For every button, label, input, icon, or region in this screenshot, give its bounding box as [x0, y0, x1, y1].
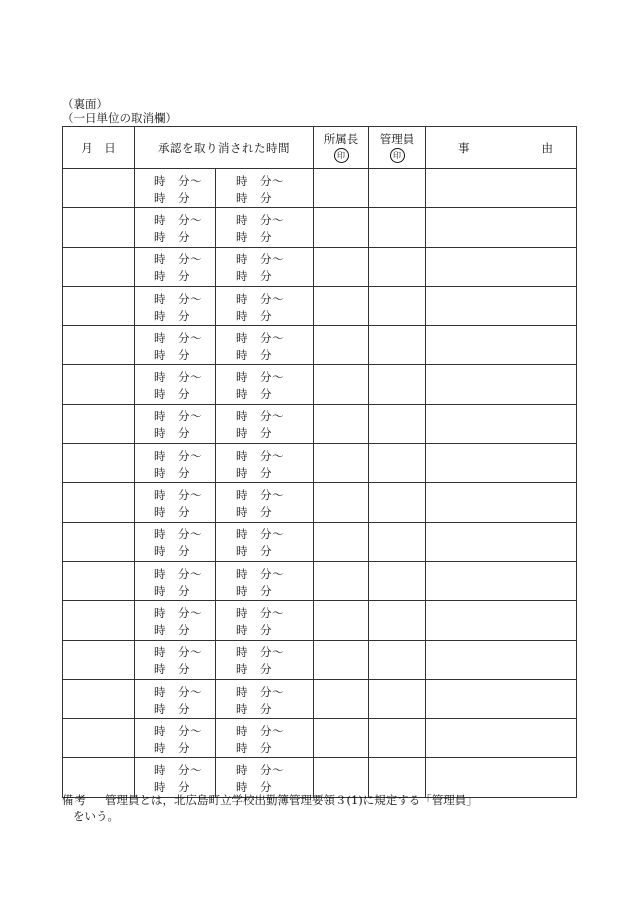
time-template-text: 時 分～: [154, 645, 202, 660]
manager-seal-cell[interactable]: [369, 719, 426, 758]
date-cell[interactable]: [63, 640, 135, 679]
reason-cell[interactable]: [426, 444, 577, 483]
reason-cell[interactable]: [426, 169, 577, 208]
table-row: [63, 404, 577, 443]
time-cell[interactable]: [135, 169, 314, 208]
time-template-text: 時 分～: [236, 291, 284, 306]
time-template-text: 時 分: [154, 347, 190, 362]
head-of-office-seal-cell[interactable]: [314, 365, 369, 404]
date-cell[interactable]: [63, 247, 135, 286]
head-of-office-seal-cell[interactable]: [314, 719, 369, 758]
head-of-office-seal-cell[interactable]: [314, 522, 369, 561]
remarks-line-1: 管理員とは，北広島町立学校出勤簿管理要領３(1)に規定する「管理員」: [105, 793, 478, 807]
manager-seal-cell[interactable]: [369, 404, 426, 443]
time-template-text: 時 分: [154, 229, 190, 244]
time-template-text: 時 分～: [154, 763, 202, 778]
time-template-text: 時 分: [236, 701, 272, 716]
time-template-text: 時 分～: [236, 527, 284, 542]
time-template-text: 時 分～: [154, 252, 202, 267]
reason-cell[interactable]: [426, 601, 577, 640]
time-template-text: 時 分: [236, 662, 272, 677]
time-template-text: 時 分: [154, 740, 190, 755]
header-month-day: 月 日: [63, 127, 135, 169]
reason-label-a: 事: [458, 140, 470, 155]
head-of-office-seal-cell[interactable]: [314, 561, 369, 600]
reason-cell[interactable]: [426, 561, 577, 600]
seal-icon: 印: [334, 148, 349, 163]
time-template-text: 時 分: [236, 229, 272, 244]
time-template-text: 時 分: [154, 426, 190, 441]
table-row: [63, 679, 577, 718]
time-cell[interactable]: [135, 483, 314, 522]
time-divider: [215, 523, 216, 561]
time-template-text: 時 分: [236, 347, 272, 362]
time-template-text: 時 分～: [154, 330, 202, 345]
section-label: （一日単位の取消欄）: [62, 111, 177, 125]
time-template-text: 時 分～: [236, 252, 284, 267]
table-row: [63, 561, 577, 600]
time-template-text: 時 分: [154, 190, 190, 205]
manager-seal-cell[interactable]: [369, 679, 426, 718]
time-template-text: 時 分～: [236, 330, 284, 345]
head-of-office-seal-cell[interactable]: [314, 679, 369, 718]
time-template-text: 時 分～: [154, 448, 202, 463]
time-cell[interactable]: [135, 404, 314, 443]
date-cell[interactable]: [63, 286, 135, 325]
time-template-text: 時 分: [154, 583, 190, 598]
time-template-text: 時 分: [236, 544, 272, 559]
date-cell[interactable]: [63, 326, 135, 365]
time-template-text: 時 分: [154, 622, 190, 637]
time-divider: [215, 719, 216, 757]
head-of-office-seal-cell[interactable]: [314, 169, 369, 208]
manager-label: 管理員: [379, 132, 415, 146]
header-cancelled-time: 承認を取り消された時間: [135, 127, 314, 169]
header-reason: [426, 127, 577, 169]
head-of-office-seal-cell[interactable]: [314, 444, 369, 483]
manager-seal-cell[interactable]: [369, 286, 426, 325]
manager-seal-cell[interactable]: [369, 561, 426, 600]
reason-cell[interactable]: [426, 679, 577, 718]
manager-seal-cell[interactable]: [369, 444, 426, 483]
reason-cell[interactable]: [426, 404, 577, 443]
time-divider: [215, 758, 216, 796]
reason-cell[interactable]: [426, 640, 577, 679]
time-template-text: 時 分: [236, 622, 272, 637]
time-template-text: 時 分～: [236, 448, 284, 463]
manager-seal-cell[interactable]: [369, 601, 426, 640]
time-cell[interactable]: [135, 601, 314, 640]
table-row: [63, 208, 577, 247]
reason-cell[interactable]: [426, 365, 577, 404]
date-cell[interactable]: [63, 483, 135, 522]
head-of-office-seal-cell[interactable]: [314, 483, 369, 522]
cancellation-table: [62, 126, 577, 798]
time-cell[interactable]: [135, 640, 314, 679]
manager-seal-cell[interactable]: [369, 483, 426, 522]
date-cell[interactable]: [63, 601, 135, 640]
head-of-office-seal-cell[interactable]: [314, 640, 369, 679]
header-manager: [369, 127, 426, 169]
time-cell[interactable]: [135, 444, 314, 483]
time-template-text: 時 分: [154, 701, 190, 716]
date-cell[interactable]: [63, 679, 135, 718]
time-template-text: 時 分: [236, 583, 272, 598]
time-divider: [215, 365, 216, 403]
manager-seal-cell[interactable]: [369, 169, 426, 208]
remarks-line-2: をいう。: [73, 809, 119, 823]
table-row: [63, 169, 577, 208]
date-cell[interactable]: [63, 169, 135, 208]
time-divider: [215, 680, 216, 718]
time-template-text: 時 分～: [236, 488, 284, 503]
reason-label-b: 由: [541, 140, 553, 155]
time-cell[interactable]: [135, 365, 314, 404]
reason-cell[interactable]: [426, 483, 577, 522]
reason-cell[interactable]: [426, 286, 577, 325]
remarks-note: [62, 792, 478, 824]
remarks-label: 備考: [62, 793, 87, 807]
time-template-text: 時 分～: [236, 212, 284, 227]
time-divider: [215, 326, 216, 364]
date-cell[interactable]: [63, 719, 135, 758]
header-row: [63, 127, 577, 169]
time-template-text: 時 分: [154, 662, 190, 677]
header-head-of-office: [314, 127, 369, 169]
table-row: [63, 326, 577, 365]
time-divider: [215, 601, 216, 639]
time-template-text: 時 分～: [154, 370, 202, 385]
time-template-text: 時 分: [154, 269, 190, 284]
seal-icon: 印: [390, 148, 405, 163]
time-cell[interactable]: [135, 208, 314, 247]
time-divider: [215, 562, 216, 600]
time-template-text: 時 分～: [236, 684, 284, 699]
reason-cell[interactable]: [426, 326, 577, 365]
time-divider: [215, 208, 216, 246]
date-cell[interactable]: [63, 404, 135, 443]
time-template-text: 時 分～: [236, 173, 284, 188]
manager-seal-cell[interactable]: [369, 365, 426, 404]
time-cell[interactable]: [135, 286, 314, 325]
table-row: [63, 601, 577, 640]
table-row: [63, 640, 577, 679]
time-template-text: 時 分～: [236, 605, 284, 620]
time-template-text: 時 分: [236, 387, 272, 402]
time-divider: [215, 405, 216, 443]
time-template-text: 時 分～: [236, 645, 284, 660]
time-template-text: 時 分～: [236, 566, 284, 581]
time-template-text: 時 分～: [236, 723, 284, 738]
time-template-text: 時 分: [236, 426, 272, 441]
manager-seal-cell[interactable]: [369, 326, 426, 365]
time-template-text: 時 分: [236, 780, 272, 795]
time-template-text: 時 分: [236, 740, 272, 755]
time-template-text: 時 分～: [236, 370, 284, 385]
time-template-text: 時 分: [154, 387, 190, 402]
time-template-text: 時 分～: [154, 291, 202, 306]
time-divider: [215, 169, 216, 207]
head-of-office-label: 所属長: [323, 132, 359, 146]
time-cell[interactable]: [135, 326, 314, 365]
time-template-text: 時 分～: [154, 409, 202, 424]
time-template-text: 時 分～: [154, 684, 202, 699]
head-of-office-seal-cell[interactable]: [314, 601, 369, 640]
time-divider: [215, 248, 216, 286]
time-template-text: 時 分: [154, 465, 190, 480]
time-divider: [215, 444, 216, 482]
time-template-text: 時 分～: [236, 409, 284, 424]
manager-seal-cell[interactable]: [369, 640, 426, 679]
time-template-text: 時 分: [236, 190, 272, 205]
date-cell[interactable]: [63, 444, 135, 483]
head-of-office-seal-cell[interactable]: [314, 326, 369, 365]
time-cell[interactable]: [135, 679, 314, 718]
time-cell[interactable]: [135, 561, 314, 600]
table-row: [63, 286, 577, 325]
reason-cell[interactable]: [426, 719, 577, 758]
time-template-text: 時 分: [236, 269, 272, 284]
time-divider: [215, 287, 216, 325]
reason-cell[interactable]: [426, 247, 577, 286]
table-row: [63, 247, 577, 286]
time-template-text: 時 分～: [154, 566, 202, 581]
time-template-text: 時 分: [154, 505, 190, 520]
reason-cell[interactable]: [426, 522, 577, 561]
time-template-text: 時 分: [154, 308, 190, 323]
date-cell[interactable]: [63, 365, 135, 404]
head-of-office-seal-cell[interactable]: [314, 247, 369, 286]
time-cell[interactable]: [135, 719, 314, 758]
time-template-text: 時 分: [236, 505, 272, 520]
manager-seal-cell[interactable]: [369, 247, 426, 286]
manager-seal-cell[interactable]: [369, 522, 426, 561]
time-template-text: 時 分～: [154, 173, 202, 188]
table-row: [63, 444, 577, 483]
time-cell[interactable]: [135, 522, 314, 561]
date-cell[interactable]: [63, 522, 135, 561]
table-row: [63, 719, 577, 758]
head-of-office-seal-cell[interactable]: [314, 404, 369, 443]
reason-cell[interactable]: [426, 208, 577, 247]
time-template-text: 時 分: [154, 780, 190, 795]
side-label: （裏面）: [62, 97, 108, 111]
head-of-office-seal-cell[interactable]: [314, 286, 369, 325]
table-row: [63, 483, 577, 522]
date-cell[interactable]: [63, 561, 135, 600]
time-template-text: 時 分～: [154, 723, 202, 738]
time-template-text: 時 分～: [154, 527, 202, 542]
time-cell[interactable]: [135, 247, 314, 286]
time-template-text: 時 分～: [154, 488, 202, 503]
date-cell[interactable]: [63, 208, 135, 247]
table-row: [63, 365, 577, 404]
manager-seal-cell[interactable]: [369, 208, 426, 247]
table-row: [63, 522, 577, 561]
time-template-text: 時 分～: [154, 212, 202, 227]
time-divider: [215, 483, 216, 521]
head-of-office-seal-cell[interactable]: [314, 208, 369, 247]
time-template-text: 時 分: [236, 465, 272, 480]
time-template-text: 時 分: [236, 308, 272, 323]
time-template-text: 時 分～: [236, 763, 284, 778]
time-divider: [215, 641, 216, 679]
time-template-text: 時 分: [154, 544, 190, 559]
time-template-text: 時 分～: [154, 605, 202, 620]
